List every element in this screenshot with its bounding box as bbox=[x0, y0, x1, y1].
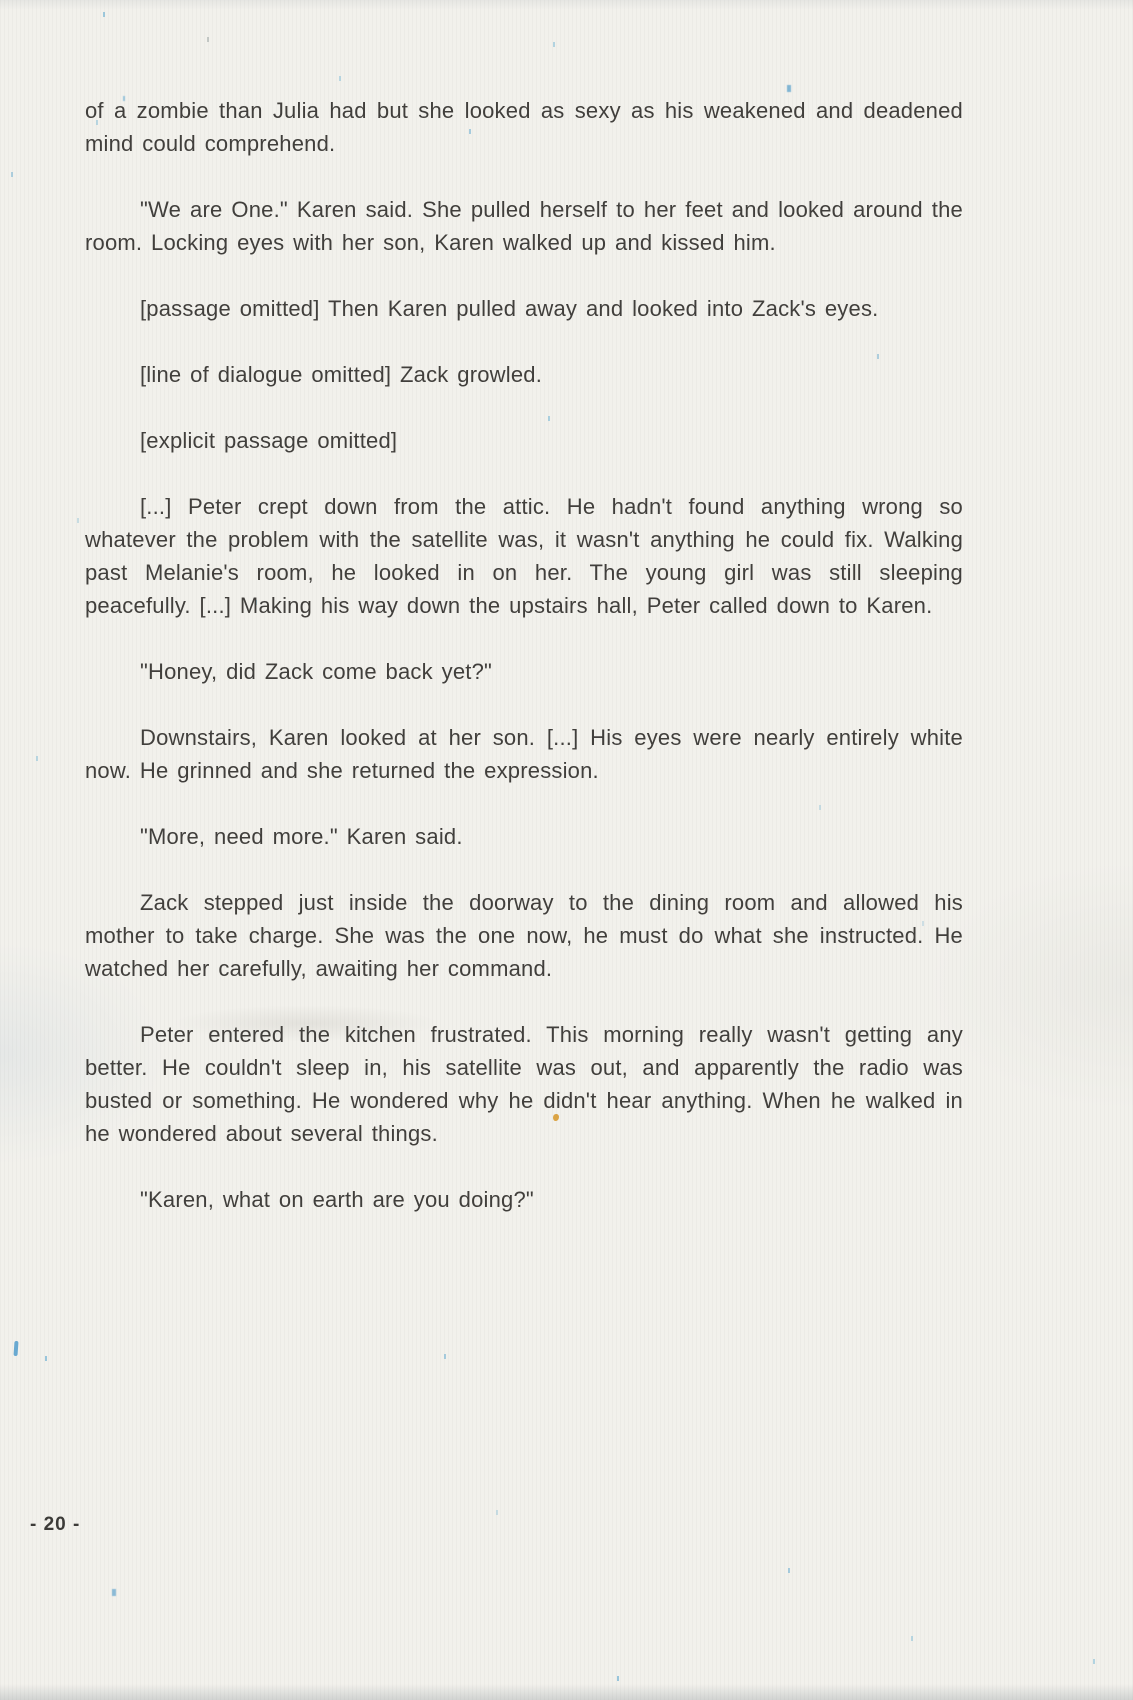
paragraph: Zack stepped just inside the doorway to the dining room and allowed his mother to take charge. She was the one now, he must do what she instructed. He watched her carefully, awaiting her command. bbox=[85, 890, 963, 981]
paragraph: of a zombie than Julia had but she looked as sexy as his weakened and deadened mind could comprehend. bbox=[85, 98, 963, 156]
text-block bbox=[85, 94, 963, 1249]
paragraph: [explicit passage omitted] bbox=[140, 428, 398, 453]
paragraph: "More, need more." Karen said. bbox=[140, 824, 463, 849]
page-number: - 20 - bbox=[30, 1514, 81, 1535]
paper-fleck-blue-bar bbox=[13, 1341, 18, 1356]
paragraph: "Karen, what on earth are you doing?" bbox=[140, 1187, 534, 1212]
paragraph: "We are One." Karen said. She pulled herself to her feet and looked around the room. Locking eyes with her son, Karen walked up and kissed him. bbox=[85, 197, 963, 255]
paper-speckles bbox=[0, 0, 2, 5]
paragraph: [line of dialogue omitted] Zack growled. bbox=[140, 362, 543, 387]
paragraph: Peter entered the kitchen frustrated. This morning really wasn't getting any better. He couldn't sleep in, his satellite was out, and apparently the radio was busted or something. He wondered why he didn't hear anything. When he walked in he wondered about several things. bbox=[85, 1022, 963, 1146]
paragraph: Downstairs, Karen looked at her son. [...] His eyes were nearly entirely white now. He grinned and she returned the expression. bbox=[85, 725, 963, 783]
paragraph: "Honey, did Zack come back yet?" bbox=[140, 659, 493, 684]
paragraph: [passage omitted] Then Karen pulled away and looked into Zack's eyes. bbox=[140, 296, 879, 321]
paragraph: [...] Peter crept down from the attic. He hadn't found anything wrong so whatever the problem with the satellite was, it wasn't anything he could fix. Walking past Melanie's room, he looked in on her. The young girl was still sleeping peacefully. [...] Making his way down the upstairs hall, Peter called down to Karen. bbox=[85, 494, 963, 618]
